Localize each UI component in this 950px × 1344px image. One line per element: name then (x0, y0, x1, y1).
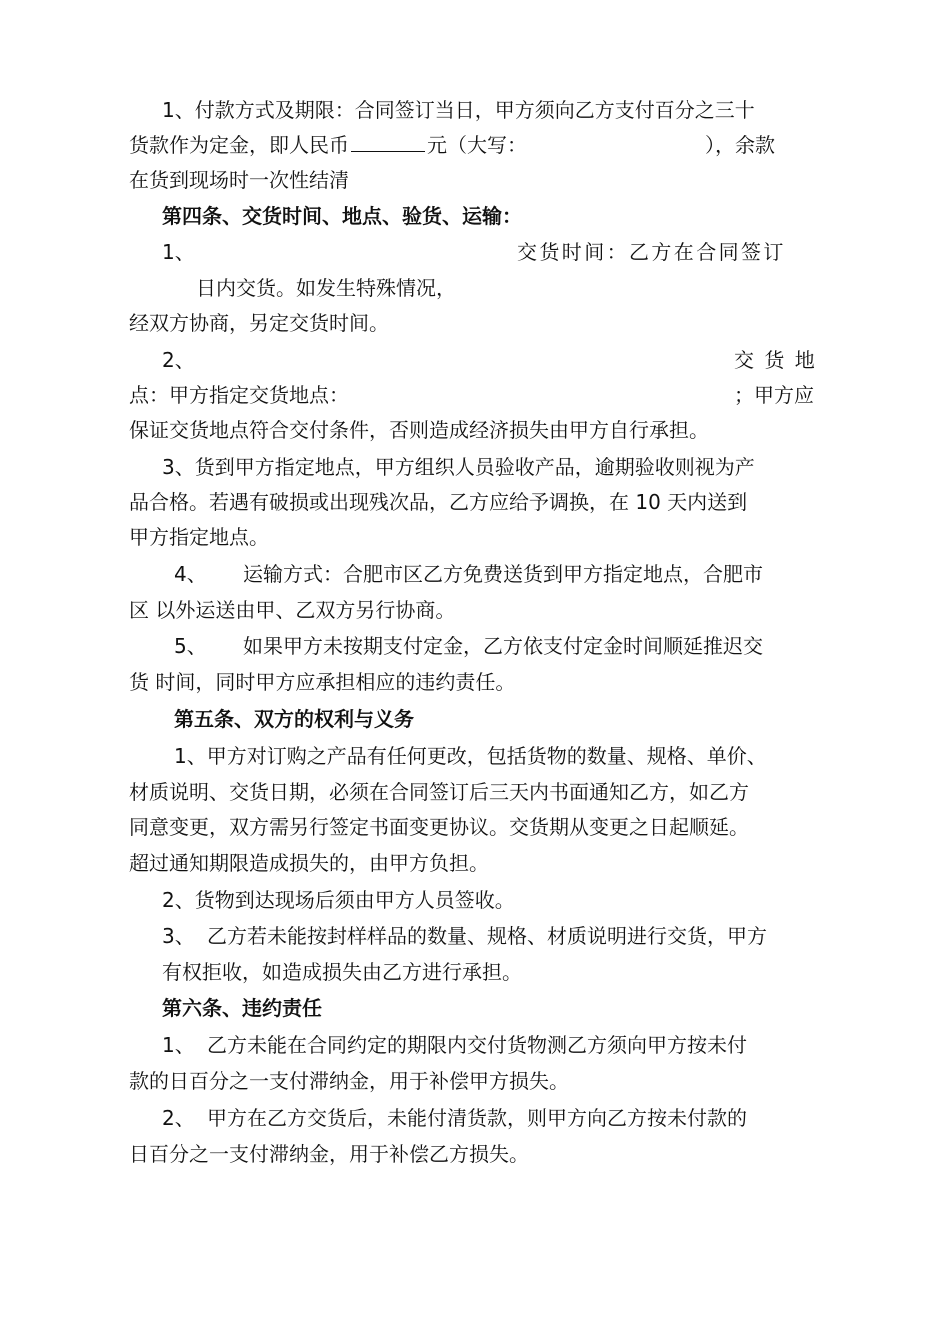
rights-1-line-2: 材质说明、交货日期，必须在合同签订后三天内书面通知乙方，如乙方 (129, 780, 749, 804)
payment-line-2 (129, 127, 839, 163)
rights-3-line-1: 乙方若未能按封样样品的数量、规格、材质说明进行交货，甲方 (207, 924, 767, 948)
delivery-time-line-3: 经双方协商，另定交货时间。 (129, 311, 389, 335)
delivery-time-text: 交货时间：乙方在合同签订 (517, 240, 786, 264)
deposit-line-2: 货 时间，同时甲方应承担相应的违约责任。 (129, 670, 516, 694)
article-5-heading: 第五条、双方的权利与义务 (174, 707, 414, 731)
liability-2-line-2: 日百分之一支付滞纳金，用于补偿乙方损失。 (129, 1142, 529, 1166)
payment-line-3: 在货到现场时一次性结清 (129, 168, 349, 192)
article-4-heading: 第四条、交货时间、地点、验货、运输： (162, 204, 522, 228)
payment-balance-label: ），余款 (705, 133, 775, 157)
payment-line-1: 1、付款方式及期限：合同签订当日，甲方须向乙方支付百分之三十 (162, 98, 755, 122)
payment-uppercase-label: 元（大写： (427, 133, 527, 157)
liability-1-num: 1、 (162, 1033, 195, 1057)
delivery-place-line-2-end: ；甲方应 (734, 383, 814, 407)
liability-2-num: 2、 (162, 1106, 195, 1130)
rights-3-line-2: 有权拒收，如造成损失由乙方进行承担。 (162, 960, 522, 984)
delivery-time-line-2: 日内交货。如发生特殊情况， (196, 276, 456, 300)
liability-1-line-2: 款的日百分之一支付滞纳金，用于补偿甲方损失。 (129, 1069, 569, 1093)
delivery-place-num: 2、 (162, 348, 195, 372)
transport-num: 4、 (174, 562, 207, 586)
delivery-place-text: 交 货 地 (734, 348, 817, 372)
amount-blank (351, 133, 425, 152)
inspection-line-3: 甲方指定地点。 (129, 525, 269, 549)
transport-line-1: 运输方式：合肥市区乙方免费送货到甲方指定地点，合肥市 (243, 562, 763, 586)
deposit-line-1: 如果甲方未按期支付定金，乙方依支付定金时间顺延推迟交 (243, 634, 763, 658)
rights-1-line-1: 1、甲方对订购之产品有任何更改，包括货物的数量、规格、单价、 (174, 744, 767, 768)
inspection-line-2: 品合格。若遇有破损或出现残次品，乙方应给予调换，在 10 天内送到 (129, 490, 748, 514)
inspection-line-1: 3、货到甲方指定地点，甲方组织人员验收产品，逾期验收则视为产 (162, 455, 755, 479)
article-6-heading: 第六条、违约责任 (162, 996, 322, 1020)
payment-amount-label: 货款作为定金，即人民币 (129, 133, 349, 157)
delivery-place-line-2: 点：甲方指定交货地点： (129, 383, 349, 407)
delivery-place-line-3: 保证交货地点符合交付条件，否则造成经济损失由甲方自行承担。 (129, 418, 709, 442)
rights-2-line-1: 2、货物到达现场后须由甲方人员签收。 (162, 888, 515, 912)
rights-1-line-4: 超过通知期限造成损失的，由甲方负担。 (129, 851, 489, 875)
liability-1-line-1: 乙方未能在合同约定的期限内交付货物测乙方须向甲方按未付 (207, 1033, 747, 1057)
rights-3-num: 3、 (162, 924, 195, 948)
liability-2-line-1: 甲方在乙方交货后，未能付清货款，则甲方向乙方按未付款的 (207, 1106, 747, 1130)
delivery-time-num: 1、 (162, 240, 195, 264)
transport-line-2: 区 以外运送由甲、乙双方另行协商。 (129, 598, 456, 622)
deposit-num: 5、 (174, 634, 207, 658)
rights-1-line-3: 同意变更，双方需另行签定书面变更协议。交货期从变更之日起顺延。 (129, 815, 749, 839)
